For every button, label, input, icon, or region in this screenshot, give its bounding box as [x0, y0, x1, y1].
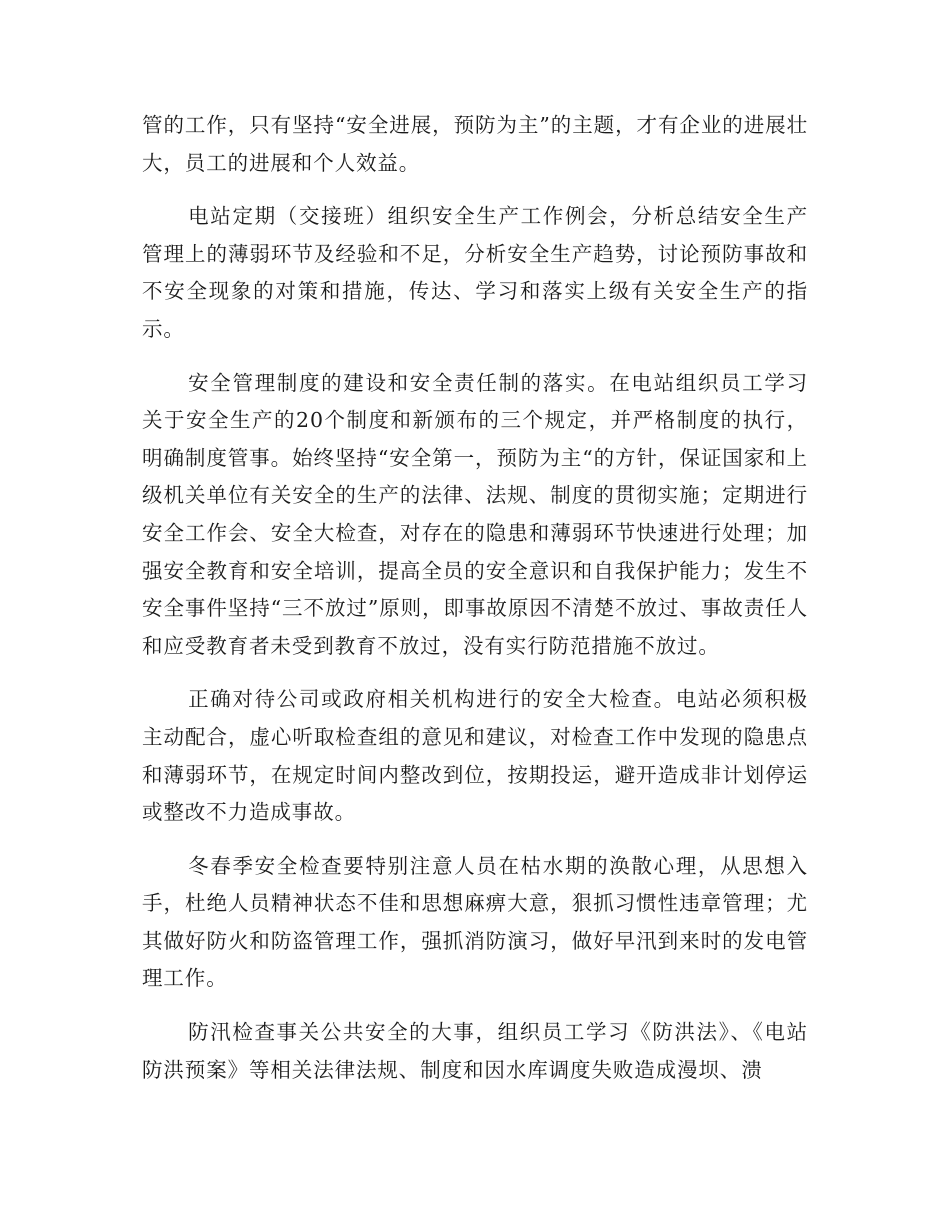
- paragraph-safety-meetings: 电站定期（交接班）组织安全生产工作例会，分析总结安全生产管理上的薄弱环节及经验和不足，分析安全生产趋势，讨论预防事故和不安全现象的对策和措施，传达、学习和落实上级有关安全生产的指示。: [142, 204, 808, 341]
- paragraph-flood-control: 防汛检查事关公共安全的大事，组织员工学习《防洪法》、《电站防洪预案》等相关法律法规、制度和因水库调度失败造成漫坝、溃: [142, 1020, 808, 1082]
- paragraph-continuation: 管的工作，只有坚持“安全进展，预防为主”的主题，才有企业的进展壮大，员工的进展和个人效益。: [142, 113, 808, 175]
- paragraph-winter-spring-check: 冬春季安全检查要特别注意人员在枯水期的涣散心理，从思想入手，杜绝人员精神状态不佳和思想麻痹大意，狠抓习惯性违章管理；尤其做好防火和防盗管理工作，强抓消防演习，做好早汛到来时的发电管理工作。: [142, 853, 808, 991]
- paragraph-safety-inspection: 正确对待公司或政府相关机构进行的安全大检查。电站必须积极主动配合，虚心听取检查组的意见和建议，对检查工作中发现的隐患点和薄弱环节，在规定时间内整改到位，按期投运，避开造成非计划停运或整改不力造成事故。: [142, 687, 808, 825]
- paragraph-safety-system: 安全管理制度的建设和安全责任制的落实。在电站组织员工学习关于安全生产的20个制度和新颁布的三个规定，并严格制度的执行，明确制度管事。始终坚持“安全第一，预防为主“的方针，保证国家和上级机关单位有关安全的生产的法律、法规、制度的贯彻实施；定期进行安全工作会、安全大检查，对存在的隐患和薄弱环节快速进行处理；加强安全教育和安全培训，提高全员的安全意识和自我保护能力；发生不安全事件坚持“三不放过”原则，即事故原因不清楚不放过、事故责任人和应受教育者未受到教育不放过，没有实行防范措施不放过。: [142, 370, 808, 658]
- document-body: [142, 107, 808, 1105]
